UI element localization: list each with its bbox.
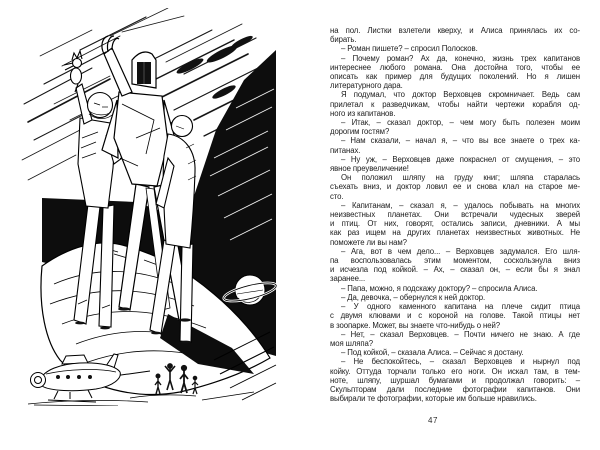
text-line: выбирали те фотографии, которые им больше нравились.: [330, 394, 537, 404]
book-illustration: [18, 8, 280, 406]
text-line: ного из капитанов.: [330, 108, 396, 118]
text-line: Он положил шляпу на груду книг; шляпа старалась: [341, 173, 580, 183]
text-line: на пол. Листки взлетели кверху, и Алиса принялась их со-: [330, 26, 580, 35]
text-line: в зоопарке. Может, вы знаете что-нибудь о ней?: [330, 320, 500, 330]
text-line: съехать вниз, и доктор ловил ее и снова клал на старое ме-: [330, 182, 580, 192]
page-text-column: [330, 26, 580, 403]
text-line: – Ну уж, – Верховцев даже покраснел от смущения, – это: [341, 154, 580, 164]
text-line: поможете ли вы нам?: [330, 237, 407, 247]
text-line: сто.: [330, 191, 344, 201]
text-line: интереснее любого романа. Она достойна того, чтобы ее: [330, 62, 580, 72]
text-line: и исчезла под койкой. – Ах, – сказал он, – если бы я знал: [330, 265, 580, 275]
text-line: – Нет, – сказал Верховцев. – Почти ничего не знаю. А где: [341, 329, 580, 339]
text-line: – Нам сказали, – начал я, – что вы все знаете о трех ка-: [341, 136, 580, 146]
text-line: па воспользовалась этим моментом, соскользнула вниз: [330, 256, 580, 266]
text-line: – Папа, можно, я подскажу доктору? – спросила Алиса.: [341, 283, 538, 293]
text-line: – У одного каменного капитана на плече сидит птица: [341, 302, 580, 312]
text-line: Скульпторам дали последние фотографии капитанов. Они: [330, 384, 580, 394]
text-line: – Почему роман? Ах да, конечно, жизнь трех капитанов: [341, 53, 580, 63]
text-line: – Да, девочка, – обернулся к ней доктор.: [341, 292, 486, 302]
text-line: – Капитанам, – сказал я, – удалось побывать на многих: [341, 200, 580, 210]
text-line: и птиц. От них, говорят, остались записи, дневники. А мы: [330, 219, 580, 229]
text-line: – Не беспокойтесь, – сказал Верховцев и нырнул под: [341, 357, 580, 367]
text-line: бирать.: [330, 35, 357, 45]
text-line: литературного дара.: [330, 81, 403, 91]
text-line: – Под койкой, – сказала Алиса. – Сейчас я достану.: [341, 348, 524, 358]
text-line: – Ага, вот в чем дело... – Верховцев задумался. Его шля-: [341, 246, 580, 256]
text-line: прилетал к разведчикам, чтобы найти чертежи корабля од-: [330, 99, 580, 109]
text-line: койку. Оттуда торчали только его ноги. Он искал там, в тем-: [330, 366, 580, 376]
text-line: моя шляпа?: [330, 338, 374, 348]
text-line: как раз ищем на других планетах неизвестных животных. Не: [330, 228, 580, 238]
text-line: неизвестных планетах. Они встречали чудесных зверей: [330, 210, 580, 220]
text-line: питанах.: [330, 145, 361, 155]
text-line: описать как пример для будущих поколений. Но я лишен: [330, 72, 580, 82]
text-line: с двумя клювами и с короной на голове. Такой птицы нет: [330, 311, 580, 321]
text-line: Я подумал, что доктор Верховцев скромничает. Ведь сам: [341, 90, 580, 100]
page-number: 47: [428, 416, 438, 425]
text-line: заранее...: [330, 274, 366, 284]
text-line: – Роман пишете? – спросил Полосков.: [341, 44, 478, 54]
text-line: явное преувеличение!: [330, 164, 409, 174]
text-line: – Итак, – сказал доктор, – чем могу быть полезен моим: [341, 118, 580, 128]
text-line: дорогим гостям?: [330, 127, 390, 137]
text-line: ноте, шляпу, шуршал бумагами и продолжал говорить: –: [330, 375, 580, 385]
